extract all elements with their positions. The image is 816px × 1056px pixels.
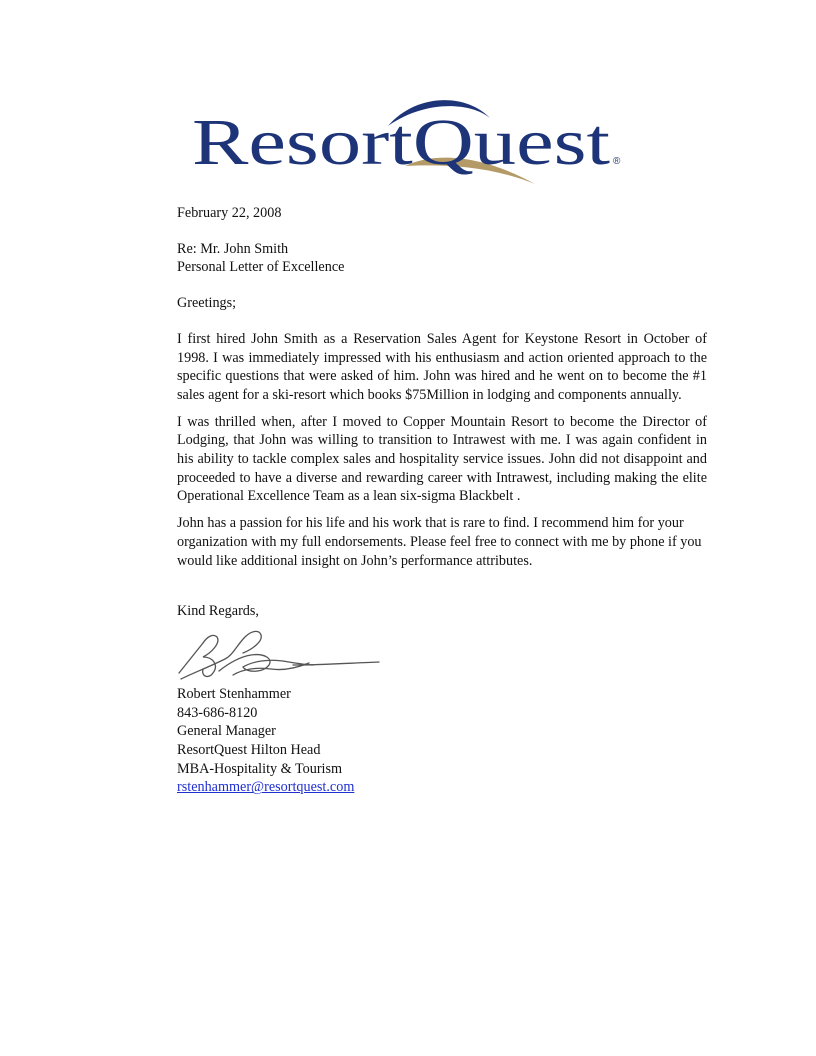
re-line: Re: Mr. John Smith [177,240,289,257]
handwritten-signature [173,623,383,685]
letter-body [177,204,707,797]
logo-wordmark: ResortQuest [192,106,610,179]
reference-block [177,240,707,277]
letter-date: February 22, 2008 [177,205,282,221]
signer-email-link[interactable]: rstenhammer@resortquest.com [177,779,355,796]
closing: Kind Regards, [177,603,259,620]
greeting: Greetings; [177,295,237,312]
signature-block [177,685,707,797]
signer-phone: 843-686-8120 [177,704,258,721]
signer-name: Robert Stenhammer [177,685,291,702]
resortquest-logo [190,92,630,192]
signer-company: ResortQuest Hilton Head [177,742,321,759]
signer-credential: MBA-Hospitality & Tourism [177,760,343,777]
signer-title: General Manager [177,723,276,740]
subject-line: Personal Letter of Excellence [177,259,345,276]
paragraph-3: John has a passion for his life and his work that is rare to find. I recommend him for your organization with my full endorsements. Please feel free to connect with me by phone if you would like additional insight on John’s performance attributes. [177,515,702,569]
paragraph-1: I first hired John Smith as a Reservation Sales Agent for Keystone Resort in October of 1998. I was immediately impressed with his enthusiasm and action oriented approach to the specific questions that were asked of him. John was hired and he went on to become the #1 sales agent for a ski-resort which books $75Million in lodging and components annually. [177,330,707,403]
paragraph-2: I was thrilled when, after I moved to Copper Mountain Resort to become the Director of Lodging, that John was willing to transition to Intrawest with me. I was again confident in his ability to tackle complex sales and hospitality service issues. John did not disappoint and proceeded to have a diverse and rewarding career with Intrawest, including making the elite Operational Excellence Team as a lean six-sigma Blackbelt . [177,413,707,505]
registered-mark: ® [613,156,621,167]
logo-graphic [190,92,630,192]
